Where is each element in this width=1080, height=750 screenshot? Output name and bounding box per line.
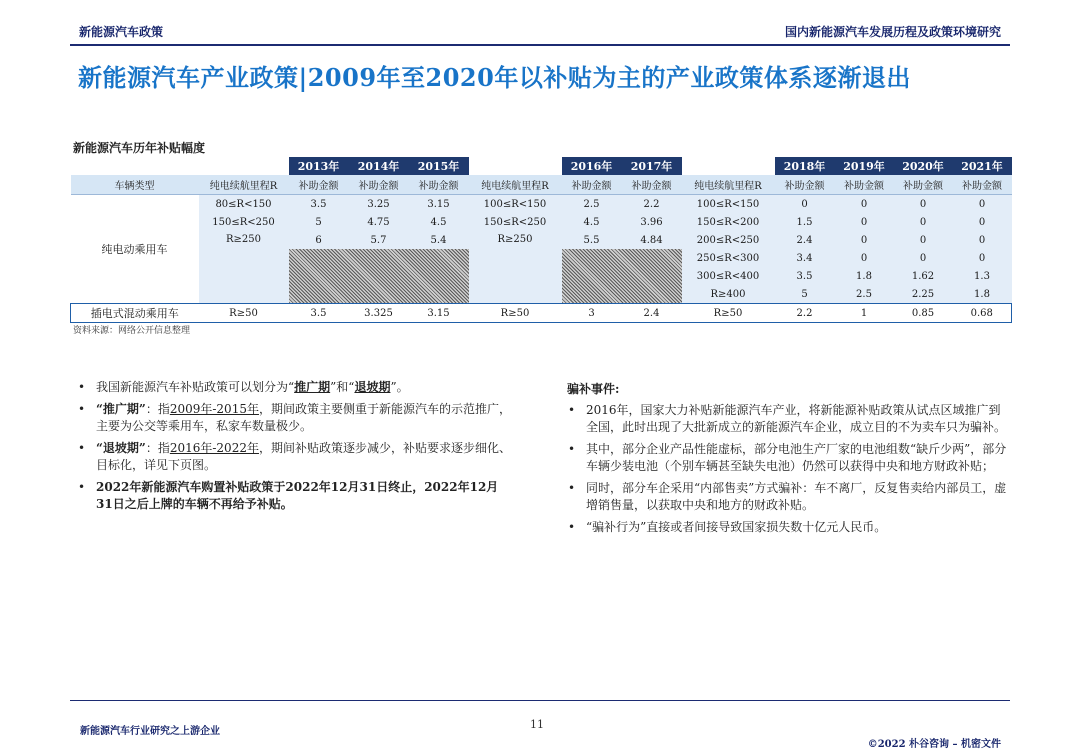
table-cell: 0 xyxy=(953,213,1012,231)
keyword-promotion: 推广期 xyxy=(294,380,331,394)
year-2014: 2014年 xyxy=(349,157,409,175)
list-item: • 2016年，国家大力补贴新能源汽车产业，将新能源补贴政策从试点区域推广到全国，此时出现了大批新成立的新能源汽车企业，成立目的不为卖车只为骗补。 xyxy=(562,402,1010,436)
col-header: 补助金额 xyxy=(349,175,409,195)
table-cell: 5 xyxy=(289,213,349,231)
keyword-phaseout: 退坡期 xyxy=(354,380,391,394)
header-divider xyxy=(70,44,1010,46)
header-left: 新能源汽车政策 xyxy=(79,25,164,39)
footer-left: 新能源汽车行业研究之上游企业 xyxy=(80,726,220,737)
table-cell: R≥50 xyxy=(469,304,562,323)
period-phaseout: 2016年-2022年 xyxy=(169,441,259,455)
col-header: 补助金额 xyxy=(562,175,622,195)
list-item xyxy=(72,479,512,513)
table-cell: 80≤R<150 xyxy=(199,195,289,214)
table-cell: 1.8 xyxy=(835,267,894,285)
year-2017: 2017年 xyxy=(622,157,682,175)
table-cell: 5 xyxy=(775,285,835,304)
col-header: 纯电续航里程R xyxy=(682,175,775,195)
table-cell: R≥50 xyxy=(682,304,775,323)
list-item: • “骗补行为”直接或者间接导致国家损失数十亿元人民币。 xyxy=(562,519,1010,536)
table-cell: 0 xyxy=(835,231,894,249)
list-item xyxy=(72,440,512,474)
table-cell: 3.5 xyxy=(289,195,349,214)
table-cell: 1.8 xyxy=(953,285,1012,304)
footer-divider xyxy=(70,700,1010,701)
text: ，期间补贴政策逐步减少，补贴要求逐步细化、目标化，详见下页图。 xyxy=(96,441,511,472)
vehicle-type-phev: 插电式混动乘用车 xyxy=(71,304,199,323)
empty-hatched-area xyxy=(562,249,682,304)
table-cell: 0 xyxy=(894,213,953,231)
column-header-row xyxy=(71,175,1012,195)
year-2013: 2013年 xyxy=(289,157,349,175)
table-cell: 2.2 xyxy=(775,304,835,323)
col-header: 补助金额 xyxy=(775,175,835,195)
table-cell: 3.15 xyxy=(409,195,469,214)
fraud-bullets xyxy=(562,402,1010,541)
text: ：指 xyxy=(145,441,170,455)
table-cell: 3 xyxy=(562,304,622,323)
empty-hatched-area xyxy=(289,249,469,304)
table-cell: 0 xyxy=(775,195,835,214)
table-cell: R≥250 xyxy=(199,231,289,304)
table-cell: 3.25 xyxy=(349,195,409,214)
table-cell: 0.68 xyxy=(953,304,1012,323)
year-header-row xyxy=(71,157,1012,175)
table-cell: 2.5 xyxy=(835,285,894,304)
table-cell: 200≤R<250 xyxy=(682,231,775,249)
table-cell: 0 xyxy=(953,249,1012,267)
table-cell: 1.62 xyxy=(894,267,953,285)
col-header: 纯电续航里程R xyxy=(199,175,289,195)
table-cell: 300≤R<400 xyxy=(682,267,775,285)
text: ，期间政策主要侧重于新能源汽车的示范推广，主要为公交等乘用车，私家车数量极少。 xyxy=(96,402,511,433)
table-row xyxy=(71,231,1012,249)
table-cell: 2.2 xyxy=(622,195,682,214)
table-cell: 1.5 xyxy=(775,213,835,231)
table-cell: 3.96 xyxy=(622,213,682,231)
table-cell: 2.4 xyxy=(622,304,682,323)
table-cell: 3.4 xyxy=(775,249,835,267)
table-cell: 0 xyxy=(894,231,953,249)
table-cell: 0.85 xyxy=(894,304,953,323)
subsidy-table xyxy=(70,157,1012,323)
table-cell: 0 xyxy=(835,249,894,267)
table-row-phev xyxy=(71,304,1012,323)
table-cell: 0 xyxy=(894,195,953,214)
table-cell: 1.3 xyxy=(953,267,1012,285)
list-item: • 同时，部分车企采用“内部售卖”方式骗补：车不离厂，反复售卖给内部员工，虚增销售量，以获取中央和地方的财政补贴。 xyxy=(562,480,1010,514)
text: ”和“ xyxy=(330,380,355,394)
col-header: 车辆类型 xyxy=(71,175,199,195)
col-header: 补助金额 xyxy=(835,175,894,195)
list-item: • 其中，部分企业产品性能虚标，部分电池生产厂家的电池组数“缺斤少两”，部分车辆少装电池（个别车辆甚至缺失电池）仍然可以获得中央和地方财政补贴； xyxy=(562,441,1010,475)
table-cell: 100≤R<150 xyxy=(682,195,775,214)
table-cell: 2.4 xyxy=(775,231,835,249)
table-cell: 3.5 xyxy=(289,304,349,323)
table-cell: 100≤R<150 xyxy=(469,195,562,214)
col-header: 补助金额 xyxy=(953,175,1012,195)
table-cell: 3.325 xyxy=(349,304,409,323)
col-header: 纯电续航里程R xyxy=(469,175,562,195)
table-cell: 150≤R<250 xyxy=(469,213,562,231)
list-item xyxy=(72,379,512,396)
table-cell: 0 xyxy=(953,231,1012,249)
table-cell: 5.4 xyxy=(409,231,469,249)
page-title: 新能源汽车产业政策|2009年至2020年以补贴为主的产业政策体系逐渐退出 xyxy=(78,63,911,92)
table-cell: 5.7 xyxy=(349,231,409,249)
table-title: 新能源汽车历年补贴幅度 xyxy=(73,141,206,155)
col-header: 补助金额 xyxy=(409,175,469,195)
table-cell: 0 xyxy=(953,195,1012,214)
table-cell: 2.5 xyxy=(562,195,622,214)
year-2018: 2018年 xyxy=(775,157,835,175)
table-cell: 4.5 xyxy=(562,213,622,231)
vehicle-type-bev: 纯电动乘用车 xyxy=(71,195,199,304)
table-cell: 4.5 xyxy=(409,213,469,231)
table-cell: 0 xyxy=(894,249,953,267)
table-cell: 6 xyxy=(289,231,349,249)
keyword-phaseout: “退坡期” xyxy=(96,441,146,455)
year-2016: 2016年 xyxy=(562,157,622,175)
table-cell: 250≤R<300 xyxy=(682,249,775,267)
fraud-section-title: 骗补事件: xyxy=(567,382,620,396)
period-promotion: 2009年-2015年 xyxy=(169,402,259,416)
table-source: 资料来源：网络公开信息整理 xyxy=(73,326,191,336)
col-header: 补助金额 xyxy=(894,175,953,195)
table-cell: 5.5 xyxy=(562,231,622,249)
table-cell: 0 xyxy=(835,195,894,214)
table-cell: 3.5 xyxy=(775,267,835,285)
table-row xyxy=(71,213,1012,231)
policy-bullets xyxy=(72,379,512,518)
list-item xyxy=(72,401,512,435)
year-2015: 2015年 xyxy=(409,157,469,175)
table-cell: 150≤R<200 xyxy=(682,213,775,231)
subsidy-end-note: 2022年新能源汽车购置补贴政策于2022年12月31日终止，2022年12月31日之后上牌的车辆不再给予补贴。 xyxy=(96,480,499,511)
year-2019: 2019年 xyxy=(835,157,894,175)
table-cell: 1 xyxy=(835,304,894,323)
table-cell: 2.25 xyxy=(894,285,953,304)
table-cell: R≥250 xyxy=(469,231,562,304)
text: ”。 xyxy=(390,380,409,394)
table-cell: R≥400 xyxy=(682,285,775,304)
col-header: 补助金额 xyxy=(622,175,682,195)
page-number: 11 xyxy=(530,718,544,731)
table-cell: 4.84 xyxy=(622,231,682,249)
table-cell: 4.75 xyxy=(349,213,409,231)
footer-copyright: ©2022 朴谷咨询 – 机密文件 xyxy=(867,739,1001,750)
table-cell: 0 xyxy=(835,213,894,231)
text: ：指 xyxy=(145,402,170,416)
text: 我国新能源汽车补贴政策可以划分为“ xyxy=(96,380,295,394)
table-row xyxy=(71,195,1012,214)
table-cell: R≥50 xyxy=(199,304,289,323)
keyword-promotion: “推广期” xyxy=(96,402,146,416)
header-right: 国内新能源汽车发展历程及政策环境研究 xyxy=(784,25,1001,39)
table-cell: 150≤R<250 xyxy=(199,213,289,231)
table-cell: 3.15 xyxy=(409,304,469,323)
year-2020: 2020年 xyxy=(894,157,953,175)
col-header: 补助金额 xyxy=(289,175,349,195)
year-2021: 2021年 xyxy=(953,157,1012,175)
